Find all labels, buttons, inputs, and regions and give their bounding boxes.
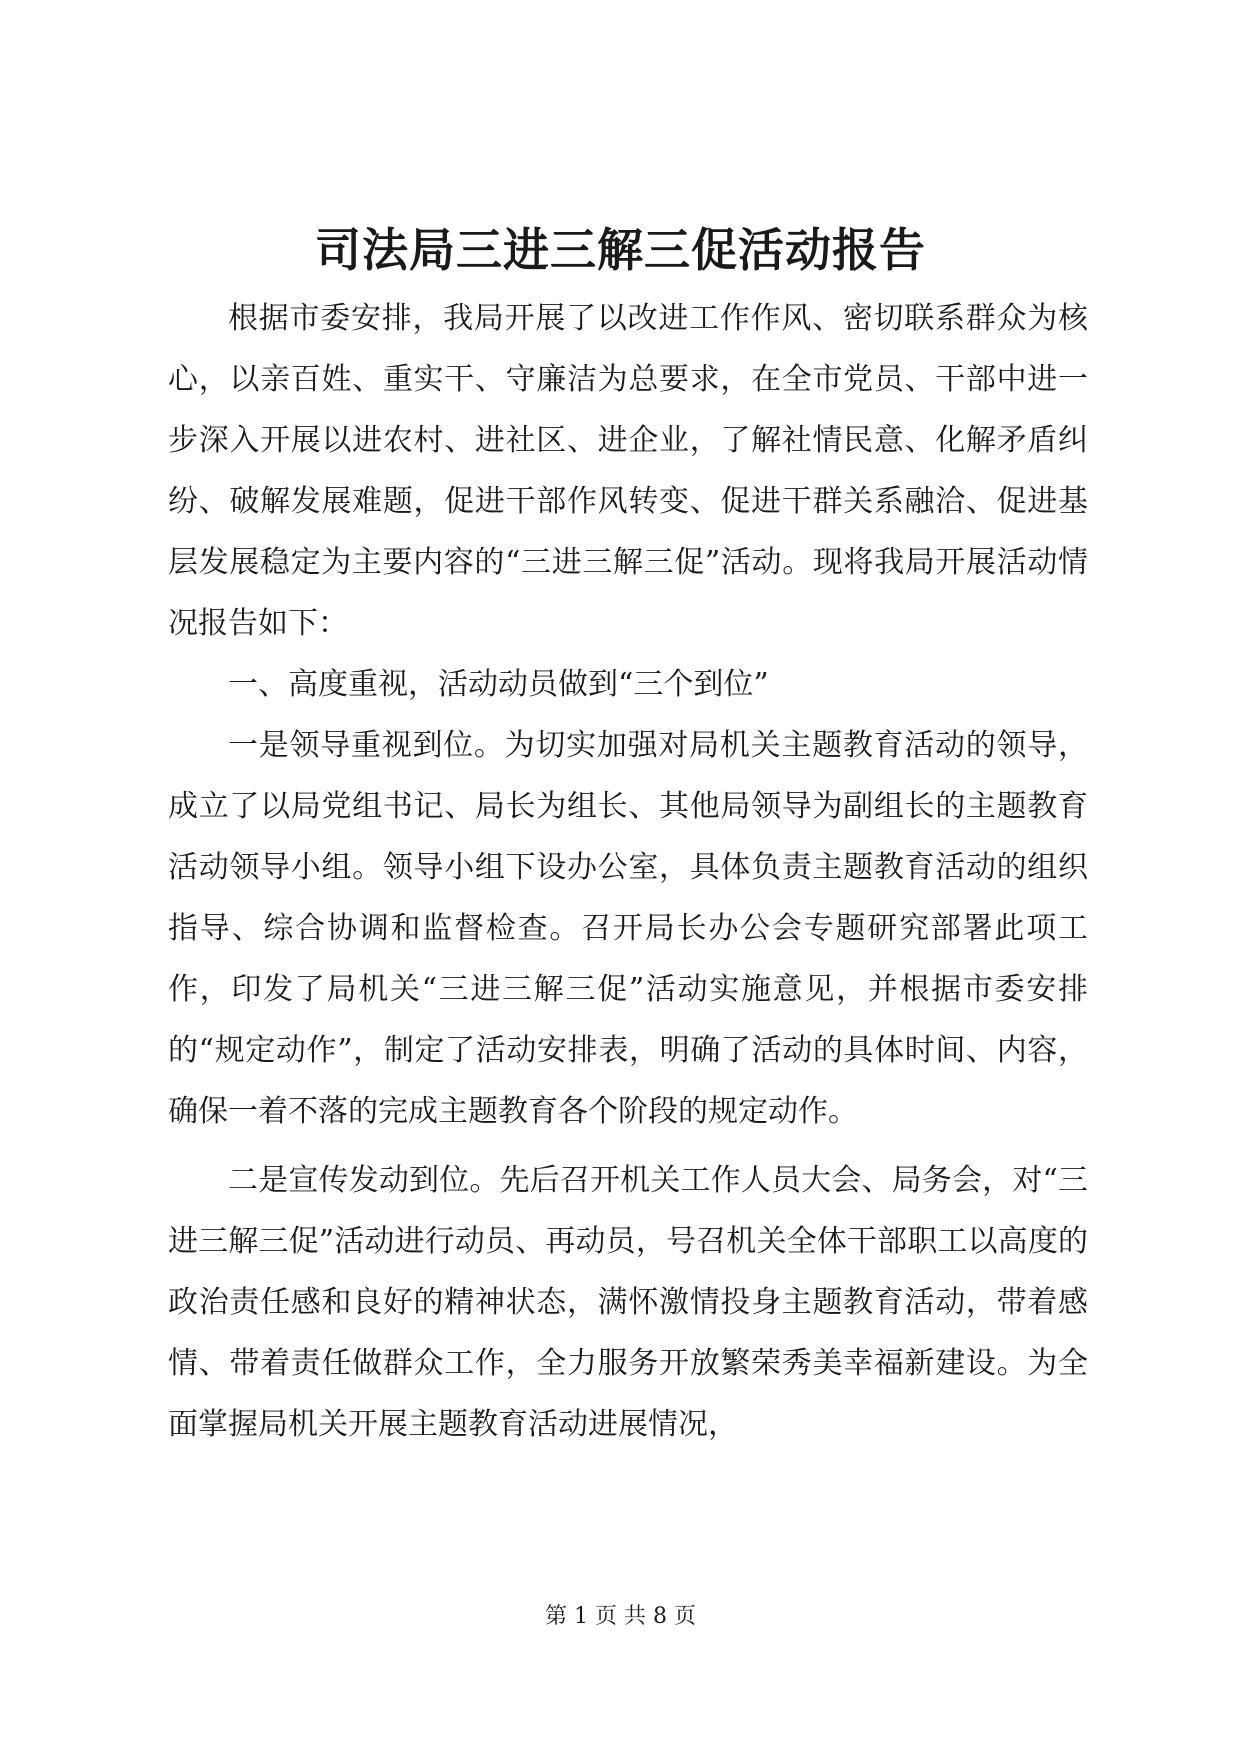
page-number-footer: 第 1 页 共 8 页 [545,1604,696,1629]
document-title: 司法局三进三解三促活动报告 [315,223,926,277]
document-body [168,288,1088,1455]
paragraph-leadership: 一是领导重视到位。为切实加强对局机关主题教育活动的领导，成立了以局党组书记、局长为组长、其他局领导为副组长的主题教育活动领导小组。领导小组下设办公室，具体负责主题教育活动的组织指导、综合协调和监督检查。召开局长办公会专题研究部署此项工作，印发了局机关“三进三解三促”活动实施意见，并根据市委安排的“规定动作”，制定了活动安排表，明确了活动的具体时间、内容，确保一着不落的完成主题教育各个阶段的规定动作。 [168,728,1088,1129]
paragraph-intro: 根据市委安排，我局开展了以改进工作作风、密切联系群众为核心，以亲百姓、重实干、守廉洁为总要求，在全市党员、干部中进一步深入开展以进农村、进社区、进企业，了解社情民意、化解矛盾纠纷、破解发展难题，促进干部作风转变、促进干群关系融洽、促进基层发展稳定为主要内容的“三进三解三促”活动。现将我局开展活动情况报告如下： [168,301,1088,641]
section-heading-1: 一、高度重视，活动动员做到“三个到位” [228,667,769,702]
paragraph-publicity: 二是宣传发动到位。先后召开机关工作人员大会、局务会，对“三进三解三促”活动进行动员、再动员，号召机关全体干部职工以高度的政治责任感和良好的精神状态，满怀激情投身主题教育活动，带着感情、带着责任做群众工作，全力服务开放繁荣秀美幸福新建设。为全面掌握局机关开展主题教育活动进展情况， [168,1163,1088,1442]
